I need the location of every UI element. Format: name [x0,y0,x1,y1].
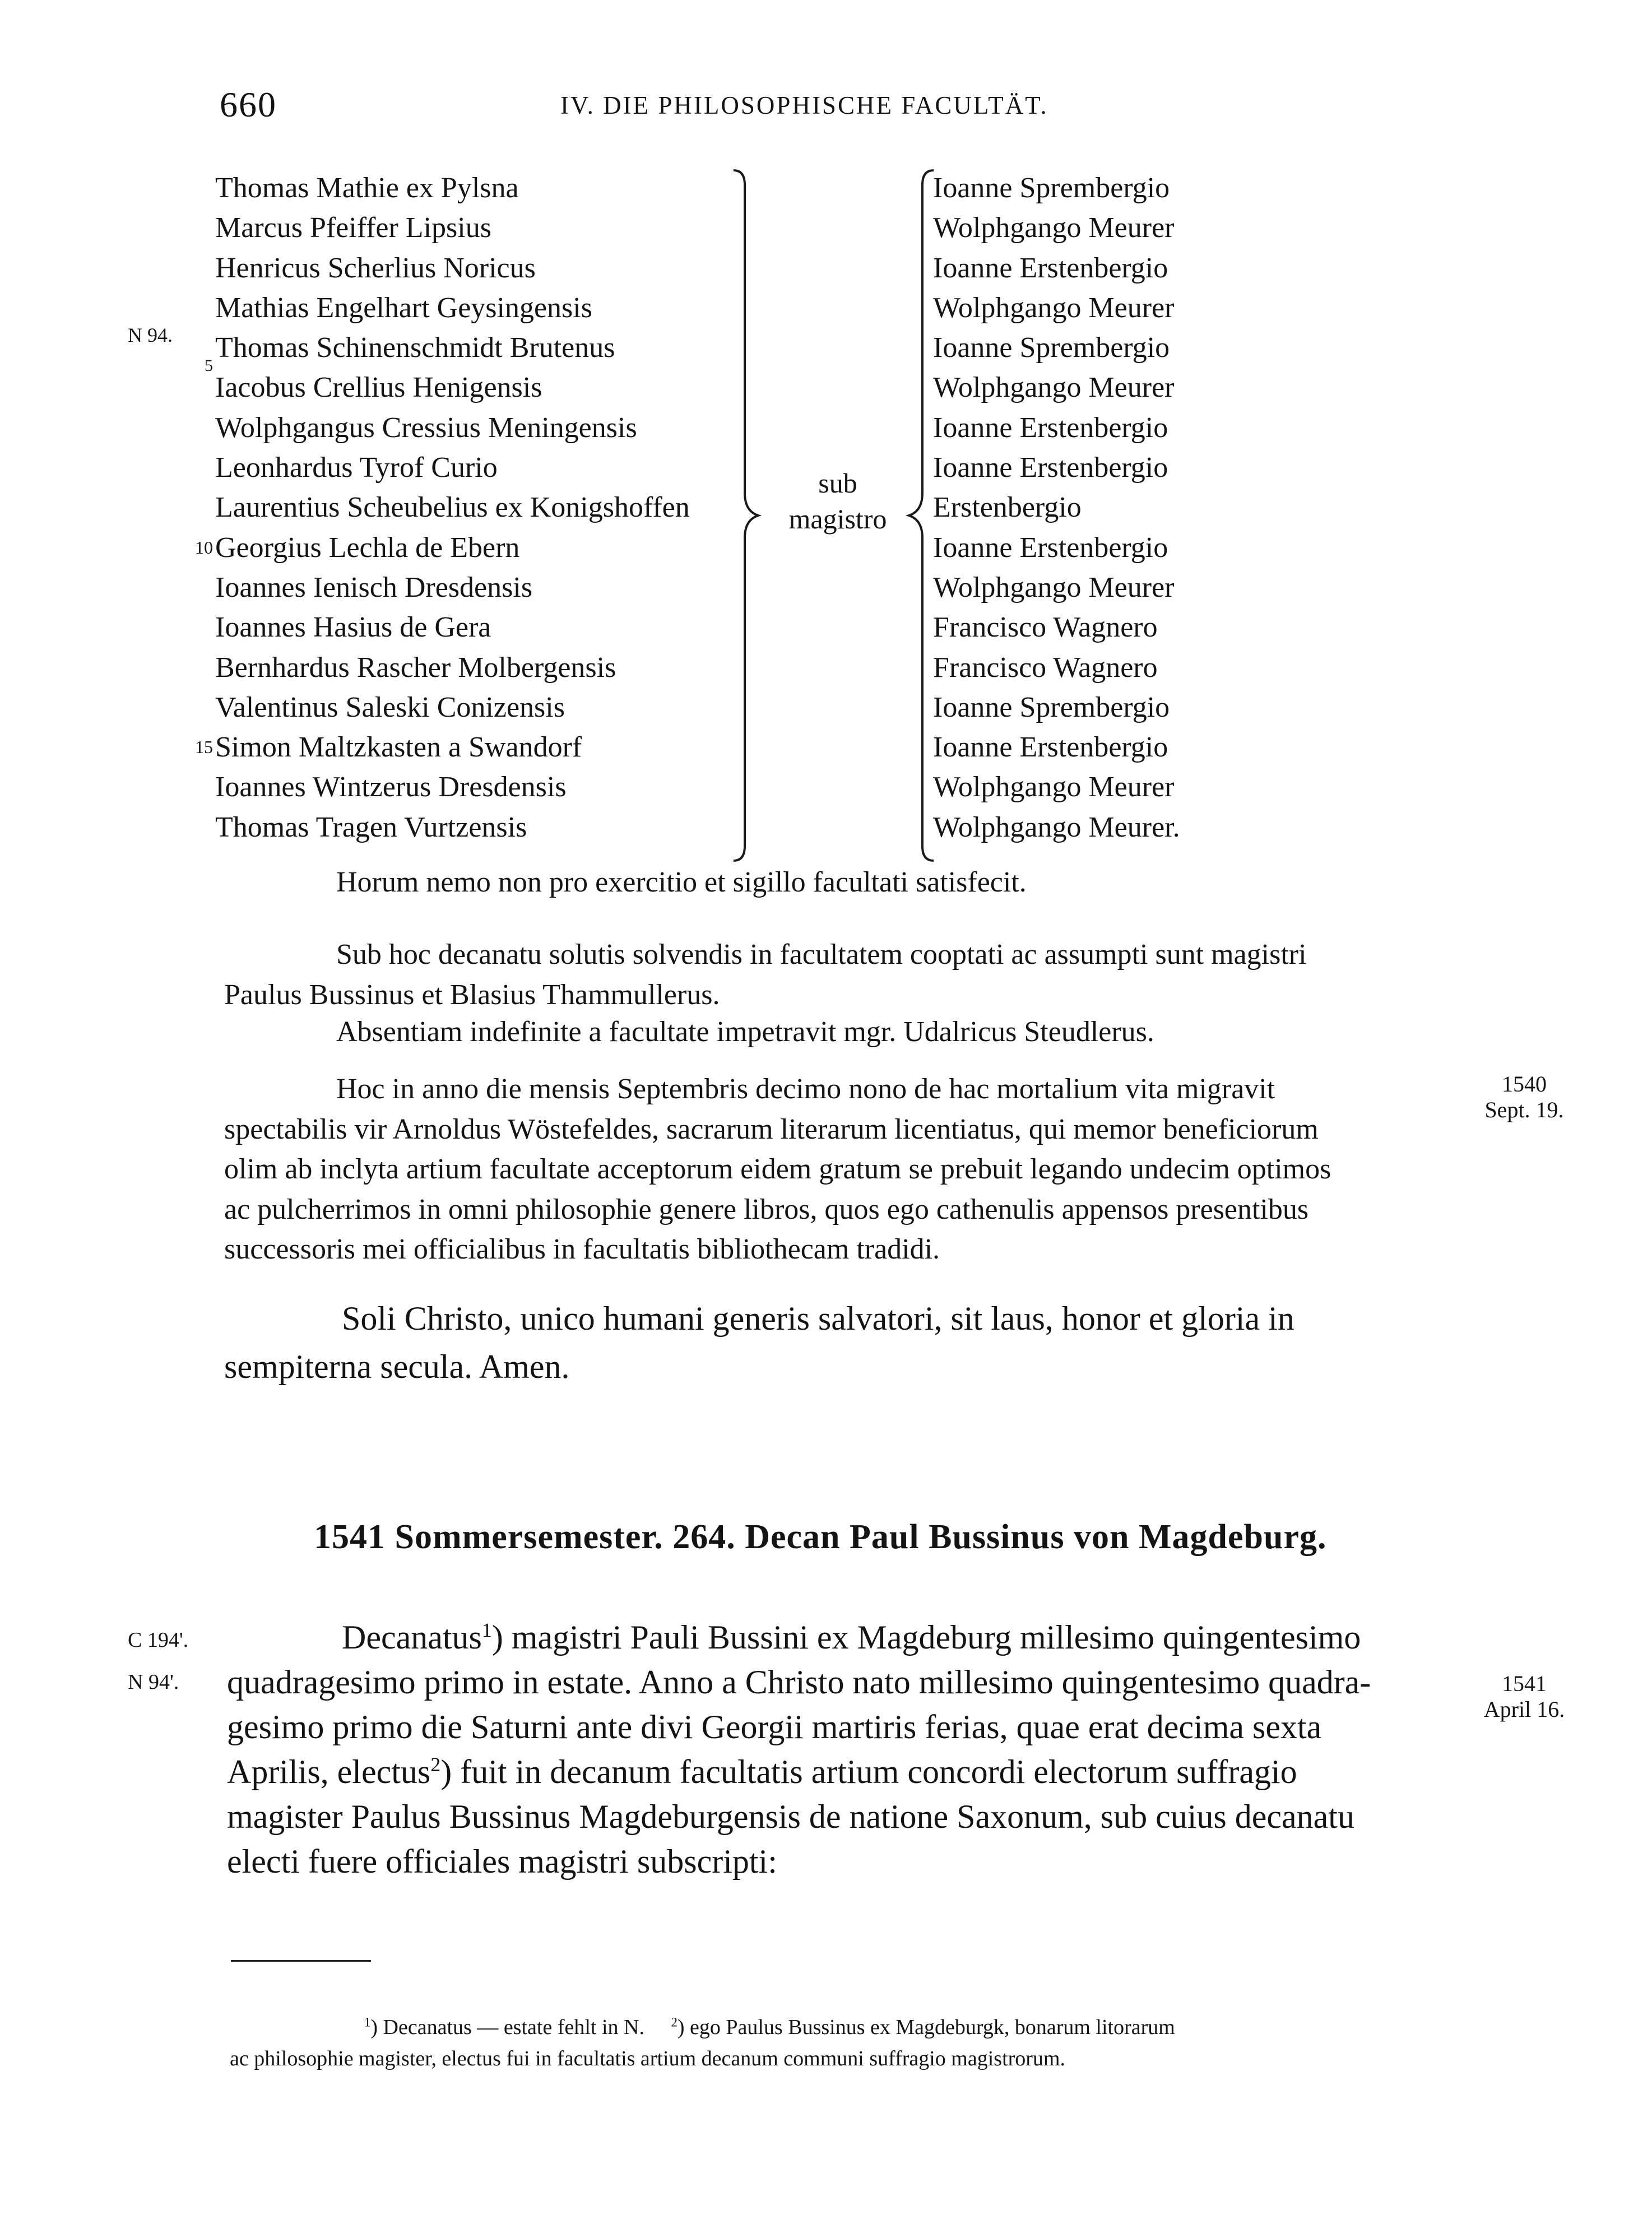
footnote-line [230,2012,1457,2043]
paragraph-line [227,1615,1460,1660]
magister-name: Ioanne Erstenbergio [933,252,1168,284]
hoc-in-anno-paragraph [224,1069,1440,1270]
magister-name: Ioanne Erstenbergio [933,531,1168,564]
student-name: Ioannes Ienisch Dresdensis [215,571,533,603]
footnote-number: 2 [671,2015,677,2030]
margin-date: April 16. [1483,1697,1565,1722]
page-number: 660 [220,85,277,124]
student-name: Ioannes Wintzerus Dresdensis [215,771,567,804]
paragraph-line: ac pulcherrimos in omni philosophie genere libros, quos ego cathenulis appensos presentibus [224,1193,1309,1225]
paragraph-line: Soli Christo, unico humani generis salvatori, sit laus, honor et gloria in [342,1300,1294,1337]
line-text: ) fuit in decanum facultatis artium concordi electorum suffragio [440,1753,1297,1790]
decanatus-paragraph [227,1615,1460,1884]
paragraph-line: Sub hoc decanatu solutis solvendis in facultatem cooptati ac assumpti sunt magistri [336,939,1307,970]
magister-names [933,168,1180,847]
footnote-number: 1 [364,2015,371,2030]
footnote-rule [231,1960,371,1962]
line-text: Aprilis, electus [227,1753,431,1790]
line-text: ) magistri Pauli Bussini ex Magdeburg millesimo quingentesimo [491,1619,1361,1656]
paragraph-line: spectabilis vir Arnoldus Wöstefeldes, sacrarum literarum licentiatus, qui memor beneficiorum [224,1113,1319,1145]
student-name: Thomas Mathie ex Pylsna [215,172,519,204]
magister-name: Wolphgango Meurer [933,771,1175,804]
magister-name: Wolphgango Meurer [933,372,1175,404]
paragraph-line: quadragesimo primo in estate. Anno a Christo nato millesimo quingentesimo quadra- [227,1664,1371,1701]
footnote-ref-2: 2 [430,1753,441,1776]
sub-hoc-paragraph [224,935,1440,1015]
margin-ref-n94: N 94'. [128,1670,179,1694]
decanatus-word: Decanatus [342,1619,482,1656]
paragraph-line: electi fuere officiales magistri subscripti: [227,1843,777,1880]
paragraph-line [227,1749,1460,1794]
student-name: Ioannes Hasius de Gera [215,611,491,644]
student-name: Simon Maltzkasten a Swandorf [215,731,582,764]
magister-name: Ioanne Sprembergio [933,332,1170,364]
running-title: IV. DIE PHILOSOPHISCHE FACULTÄT. [560,91,1048,119]
student-name: Mathias Engelhart Geysingensis [215,291,592,324]
magister-name: Ioanne Erstenbergio [933,731,1168,764]
student-name: Thomas Tragen Vurtzensis [215,811,527,843]
margin-date-1541 [1471,1671,1577,1722]
magister-name: Wolphgango Meurer [933,571,1175,603]
student-name: Laurentius Scheubelius ex Konigshoffen [215,491,690,524]
magister-name: Erstenbergio [933,491,1082,524]
student-name: Valentinus Saleski Conizensis [215,691,565,723]
line-numbers [140,168,213,847]
margin-date-1540 [1477,1071,1572,1123]
footnote-text: ) ego Paulus Bussinus ex Magdeburgk, bonarum litorarum [677,2016,1175,2039]
student-name: Wolphgangus Cressius Meningensis [215,411,637,444]
paragraph-line: olim ab inclyta artium facultate acceptorum eidem gratum se prebuit legando undecim optimos [224,1153,1331,1185]
paragraph-line: gesimo primo die Saturni ante divi Georgii martiris ferias, quae erat decima sexta [227,1708,1322,1745]
paragraph-line: magister Paulus Bussinus Magdeburgensis de natione Saxonum, sub cuius decanatu [227,1798,1354,1835]
horum-sentence: Horum nemo non pro exercitio et sigillo facultati satisfecit. [336,866,1027,898]
magister-name: Ioanne Erstenbergio [933,452,1168,484]
magister-name: Ioanne Erstenbergio [933,411,1168,444]
margin-ref-c194: C 194'. [128,1628,189,1652]
student-name: Henricus Scherlius Noricus [215,252,536,284]
margin-year: 1541 [1502,1671,1547,1696]
magister-name: Wolphgango Meurer [933,291,1175,324]
section-heading: 1541 Sommersemester. 264. Decan Paul Bussinus von Magdeburg. [314,1518,1327,1556]
student-name: Thomas Schinenschmidt Brutenus [215,332,615,364]
paragraph-line: successoris mei officialibus in facultatis bibliothecam tradidi. [224,1233,940,1265]
magister-name: Francisco Wagnero [933,651,1158,684]
paragraph-line: Hoc in anno die mensis Septembris decimo nono de hac mortalium vita migravit [336,1073,1275,1105]
student-name: Iacobus Crellius Henigensis [215,372,542,404]
footnotes [230,2012,1457,2074]
student-name: Georgius Lechla de Ebern [215,531,520,564]
magister-name: Wolphgango Meurer [933,212,1175,244]
magister-name: Ioanne Sprembergio [933,172,1170,204]
paragraph-line: Paulus Bussinus et Blasius Thammullerus. [224,978,720,1011]
line-number-10: 10 [195,537,213,558]
student-name: Marcus Pfeiffer Lipsius [215,212,491,244]
student-names [215,168,690,847]
magister-name: Wolphgango Meurer. [933,811,1180,843]
magister-name: Ioanne Sprembergio [933,691,1170,723]
manuscript-n-marker: N 94. [128,324,173,346]
magister-name: Francisco Wagnero [933,611,1158,644]
footnote-text: ) Decanatus — estate fehlt in N. [370,2016,644,2039]
margin-date: Sept. 19. [1484,1097,1564,1122]
student-name: Bernhardus Rascher Molbergensis [215,651,616,684]
student-name: Leonhardus Tyrof Curio [215,452,498,484]
sub-magistro-label [776,465,899,537]
absentiam-sentence: Absentiam indefinite a facultate impetravit mgr. Udalricus Steudlerus. [336,1016,1154,1048]
soli-christo-paragraph [224,1294,1457,1391]
footnote-ref-1: 1 [481,1619,492,1641]
footnote-line: ac philosophie magister, electus fui in facultatis artium decanum communi suffragio magistrorum. [230,2047,1065,2070]
margin-year: 1540 [1502,1071,1547,1097]
line-number-5: 5 [205,356,213,375]
magistro-label-word: magistro [788,503,887,535]
sub-label-word: sub [818,467,857,499]
paragraph-line: sempiterna secula. Amen. [224,1348,570,1385]
line-number-15: 15 [195,737,213,758]
